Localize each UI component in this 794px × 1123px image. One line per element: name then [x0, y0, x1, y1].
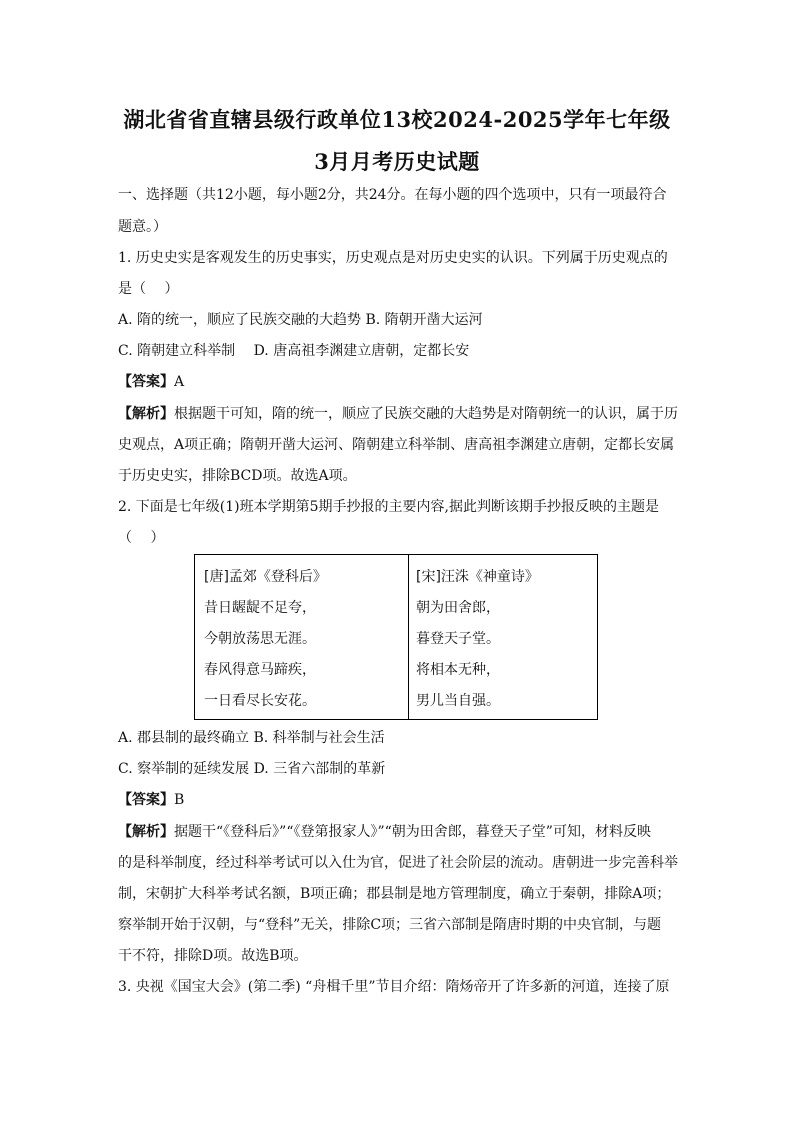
page-subtitle: 3月月考历史试题	[314, 149, 480, 174]
poem-line: 昔日龌龊不足夸，	[204, 600, 316, 616]
q1-options-ab: A. 隋的统一，顺应了民族交融的大趋势 B. 隋朝开凿大运河	[118, 312, 483, 328]
q2-stem: 2. 下面是七年级(1)班本学期第5期手抄报的主要内容,据此判断该期手抄报反映的主题是	[118, 499, 659, 515]
analysis-label: 【解析】	[118, 406, 174, 422]
q2-analysis-cont-3: 察举制开始于汉朝，与“登科”无关，排除C项；三省六部制是隋唐时期的中央官制，与题	[118, 917, 662, 933]
poem-heading: [唐]孟郊《登科后》	[204, 569, 327, 585]
q3-stem: 3. 央视《国宝大会》(第二季) “舟楫千里”节目介绍：隋炀帝开了许多新的河道，连接了原	[118, 979, 670, 995]
q1-options-cd: C. 隋朝建立科举制 D. 唐高祖李渊建立唐朝，定都长安	[118, 343, 470, 359]
section-instruction-cont: 题意。）	[118, 219, 167, 235]
q2-analysis-cont-1: 的是科举制度，经过科举考试可以入仕为官，促进了社会阶层的流动。唐朝进一步完善科举	[118, 855, 678, 871]
q1-stem-cont: 是（ ）	[118, 281, 179, 297]
answer-label: 【答案】	[118, 374, 174, 390]
poem-line: 今朝放荡思无涯。	[204, 631, 316, 647]
q2-analysis-cont-2: 制，宋朝扩大科举考试名额，B项正确；郡县制是地方管理制度，确立于秦朝，排除A项；	[118, 886, 671, 902]
poem-line: 暮登天子堂。	[416, 631, 500, 647]
analysis-text: 根据题干可知，隋的统一，顺应了民族交融的大趋势是对隋朝统一的认识，属于历	[174, 406, 678, 422]
q2-stem-cont: （ ）	[118, 530, 165, 546]
q2-analysis-cont-4: 干不符，排除D项。故选B项。	[118, 948, 308, 964]
q2-options-ab: A. 郡县制的最终确立 B. 科举制与社会生活	[118, 730, 385, 746]
q1-answer	[118, 372, 688, 392]
analysis-text: 据题干“《登科后》”“《登第报家人》”“朝为田舍郎，暮登天子堂”可知，材料反映	[174, 824, 651, 840]
q1-analysis	[118, 404, 688, 424]
poem-line: 男儿当自强。	[416, 693, 500, 709]
q2-answer	[118, 790, 688, 810]
q2-options-cd: C. 察举制的延续发展 D. 三省六部制的革新	[118, 761, 386, 777]
q2-analysis	[118, 822, 688, 842]
poem-line: 一日看尽长安花。	[204, 693, 316, 709]
q1-analysis-cont-1: 史观点，A项正确；隋朝开凿大运河、隋朝建立科举制、唐高祖李渊建立唐朝，定都长安属	[118, 437, 675, 453]
answer-label: 【答案】	[118, 792, 174, 808]
table-divider	[408, 555, 409, 719]
poem-heading: [宋]汪洙《神童诗》	[416, 569, 539, 585]
q1-stem: 1. 历史史实是客观发生的历史事实，历史观点是对历史史实的认识。下列属于历史观点的	[118, 250, 668, 266]
poem-table	[194, 554, 598, 720]
poem-line: 春风得意马蹄疾，	[204, 662, 316, 678]
poem-line: 将相本无种，	[416, 662, 500, 678]
answer-value: A	[174, 374, 185, 390]
page-title: 湖北省省直辖县级行政单位13校2024-2025学年七年级	[123, 107, 671, 132]
answer-value: B	[174, 792, 185, 808]
q1-analysis-cont-2: 于历史史实，排除BCD项。故选A项。	[118, 468, 357, 484]
poem-line: 朝为田舍郎，	[416, 600, 500, 616]
section-instruction: 一、选择题（共12小题，每小题2分，共24分。在每小题的四个选项中，只有一项最符合	[118, 187, 667, 203]
analysis-label: 【解析】	[118, 824, 174, 840]
